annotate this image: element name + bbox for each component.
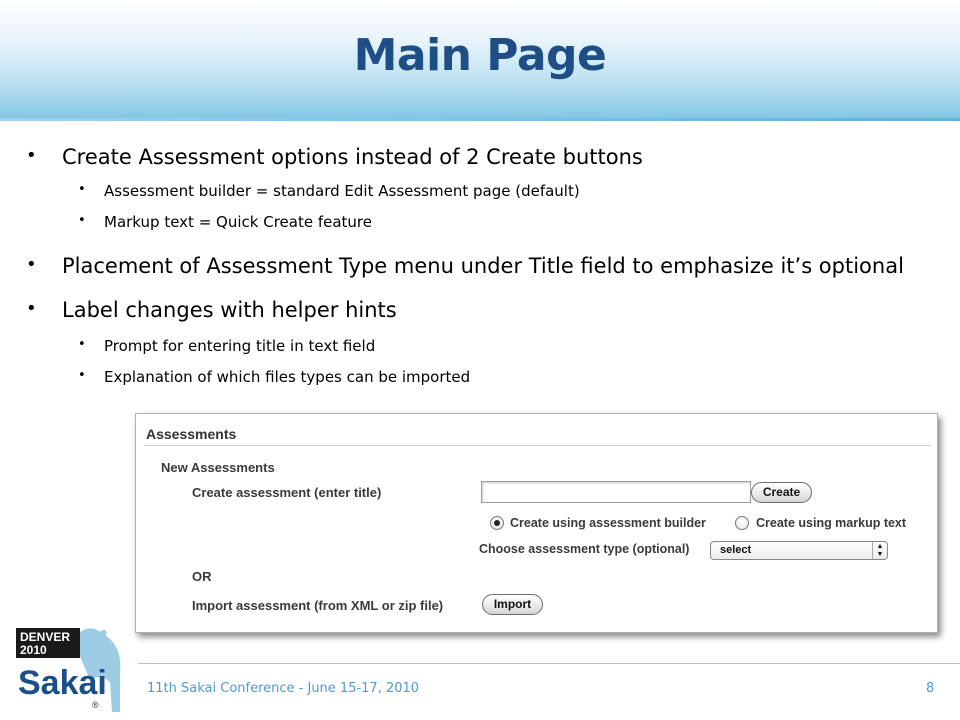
sub-bullet-item — [78, 368, 471, 386]
create-button[interactable]: Create — [751, 482, 812, 503]
bullet-dot-icon: • — [78, 182, 86, 197]
bullet-dot-icon: • — [26, 254, 37, 275]
footer-conference-text: 11th Sakai Conference - June 15-17, 2010 — [147, 681, 420, 696]
sub-bullet-item — [78, 337, 376, 355]
footer-divider — [138, 663, 960, 664]
bullet-text: Label changes with helper hints — [62, 298, 397, 322]
sub-bullet-item — [78, 213, 372, 231]
bullet-text: Placement of Assessment Type menu under Title field to emphasize it’s optional — [62, 254, 904, 278]
or-label: OR — [192, 569, 212, 584]
radio-markup-text[interactable] — [735, 516, 749, 530]
logo-brand-text: Sakai — [18, 664, 107, 702]
assessments-heading: Assessments — [146, 426, 237, 442]
logo-year-text: 2010 — [20, 643, 47, 657]
radio-assessment-builder-label[interactable]: Create using assessment builder — [510, 516, 706, 530]
bullet-dot-icon: • — [78, 337, 86, 352]
sakai-denver-logo — [12, 620, 130, 716]
select-arrows-icon: ▲ ▼ — [872, 542, 887, 559]
bullet-dot-icon: • — [26, 298, 37, 319]
logo-event-text: DENVER — [20, 630, 71, 644]
slide-title: Main Page — [353, 30, 607, 81]
logo-registered-mark: ® — [92, 700, 99, 710]
sub-bullet-text: Explanation of which files types can be imported — [104, 368, 471, 386]
import-assessment-label: Import assessment (from XML or zip file) — [192, 598, 444, 613]
sub-bullet-item — [78, 182, 580, 200]
bullet-dot-icon: • — [78, 368, 86, 383]
sub-bullet-text: Markup text = Quick Create feature — [104, 213, 372, 231]
new-assessments-label: New Assessments — [161, 460, 275, 475]
assessment-type-select[interactable] — [710, 541, 888, 560]
sub-bullet-text: Prompt for entering title in text field — [104, 337, 376, 355]
import-button[interactable]: Import — [482, 594, 543, 615]
assessment-type-label: Choose assessment type (optional) — [479, 542, 690, 556]
radio-markup-text-label[interactable]: Create using markup text — [756, 516, 907, 530]
bullet-dot-icon: • — [78, 213, 86, 228]
assessment-type-select-value: select — [720, 544, 752, 556]
create-assessment-label: Create assessment (enter title) — [192, 485, 382, 500]
assessments-screenshot — [135, 413, 938, 633]
radio-assessment-builder[interactable] — [490, 516, 504, 530]
page-number: 8 — [926, 681, 935, 696]
sub-bullet-text: Assessment builder = standard Edit Assessment page (default) — [104, 182, 580, 200]
assessment-title-input[interactable] — [481, 481, 751, 503]
heading-divider — [144, 445, 931, 446]
bullet-item — [26, 145, 643, 169]
bullet-dot-icon: • — [26, 145, 37, 166]
bullet-item — [26, 254, 904, 278]
bullet-text: Create Assessment options instead of 2 Create buttons — [62, 145, 643, 169]
bullet-item — [26, 298, 397, 322]
